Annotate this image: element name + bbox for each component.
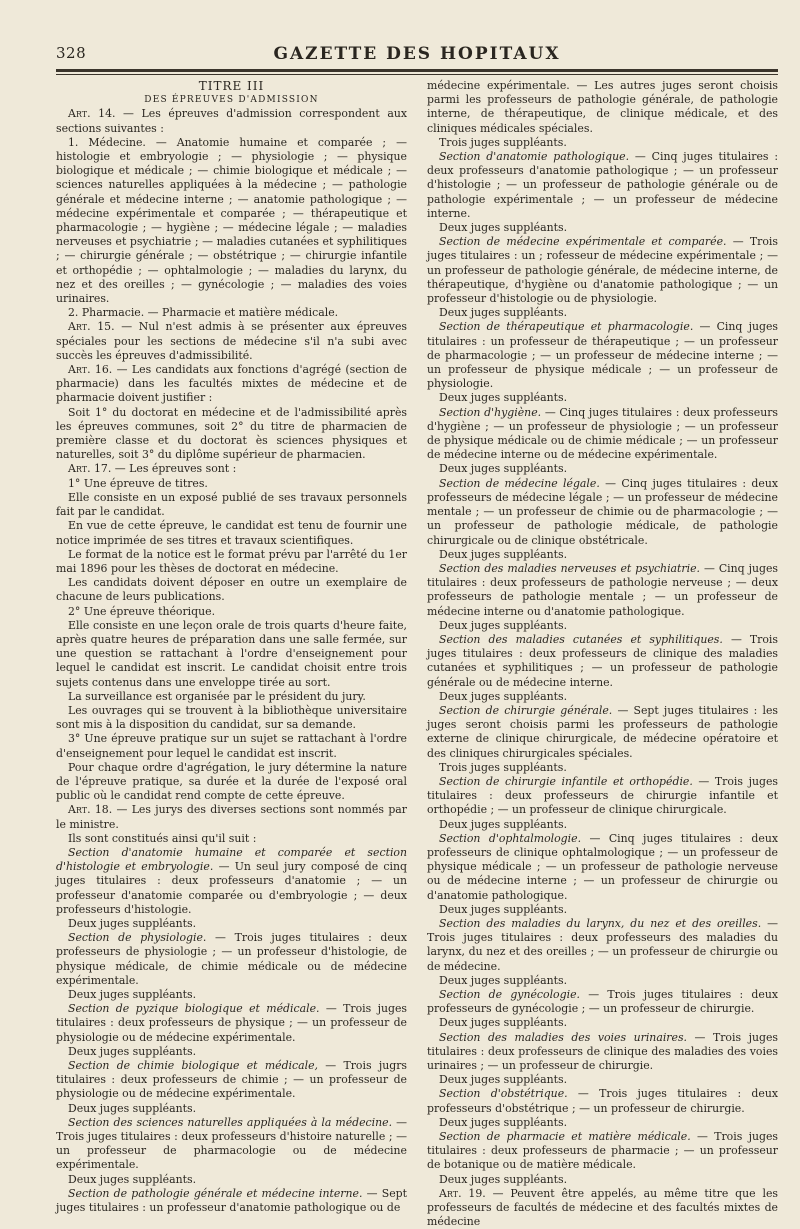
paragraph: Deux juges suppléants. <box>68 1101 197 1115</box>
paragraph: Deux juges suppléants. <box>68 1044 197 1058</box>
paragraph: Section de thérapeutique et pharmacologie. — Cinq juges titulaires : un professeur de thérapeutique ; — un professeur de pharmacologie ; — un professeur de médecine interne ; — un professeur de physique médicale ; — un professeur de physiologie. <box>427 320 778 391</box>
journal-title: GAZETTE DES HOPITAUX <box>273 44 561 64</box>
paragraph: Ils sont constitués ainsi qu'il suit : <box>68 831 257 845</box>
paragraph: Art. 19. — Peuvent être appelés, au même titre que les professeurs de facultés de médecine et des facultés mixtes de médecine <box>427 1186 778 1229</box>
paragraph: Deux juges suppléants. <box>439 618 568 632</box>
paragraph: Section de physiologie. — Trois juges titulaires : deux professeurs de physiologie ; — un professeur d'histologie, de physique médicale, de chimie médicale ou de médecine expérimentale. <box>56 931 407 987</box>
paragraph: Deux juges suppléants. <box>439 689 568 703</box>
paragraph: Section de pyzique biologique et médicale. — Trois juges titulaires : deux professeurs de physique ; — un professeur de physiologie ou de médecine expérimentale. <box>56 1002 407 1044</box>
paragraph: La surveillance est organisée par le président du jury. <box>68 689 366 703</box>
paragraph: Art. 18. — Les jurys des diverses sections sont nommés par le ministre. <box>56 803 408 831</box>
paragraph: Section de médecine légale. — Cinq juges titulaires : deux professeurs de médecine légale ; — un professeur de médecine mentale ; — un professeur de chimie ou de pharmacologie ; — un professeur de pathologie médicale, de pathologie chirurgicale ou de clinique obstétricale. <box>427 476 778 547</box>
paragraph: Les ouvrages qui se trouvent à la bibliothèque universitaire sont mis à la disposition du candidat, sur sa demande. <box>56 703 407 732</box>
left-column <box>56 79 407 1229</box>
paragraph: Section des maladies cutanées et syphilitiques. — Trois juges titulaires : deux professeurs de clinique des maladies cutanées et syphilitiques ; — un professeur de pathologie générale ou de médecine interne. <box>427 632 778 689</box>
right-column <box>427 79 778 1229</box>
section-subtitle: DES ÉPREUVES D'ADMISSION <box>144 95 319 106</box>
paragraph: Section d'ophtalmologie. — Cinq juges titulaires : deux professeurs de clinique ophtalmologique ; — un professeur de physique médicale ; — un professeur de pathologie nerveuse ou de médecine interne ; — un professeur de chirurgie ou d'anatomie pathologique. <box>427 831 778 902</box>
paragraph: En vue de cette épreuve, le candidat est tenu de fournir une notice imprimée de ses titres et travaux scientifiques. <box>56 519 407 547</box>
paragraph: Deux juges suppléants. <box>439 973 568 987</box>
header-rule-thick <box>56 69 778 72</box>
paragraph: Trois juges suppléants. <box>439 135 567 149</box>
paragraph: Deux juges suppléants. <box>439 1073 568 1087</box>
paragraph: Section de chimie biologique et médicale, — Trois jugrs titulaires : deux professeurs de chimie ; — un professeur de physiologie ou de médecine expérimentale. <box>56 1059 407 1101</box>
paragraph: Deux juges suppléants. <box>439 902 568 916</box>
paragraph: Section d'obstétrique. — Trois juges titulaires : deux professeurs d'obstétrique ; — un professeur de chirurgie. <box>427 1087 778 1115</box>
paragraph: Section de pathologie générale et médecine interne. — Sept juges titulaires : un professeur d'anatomie pathologique ou de <box>56 1186 407 1215</box>
paragraph: Section des sciences naturelles appliquées à la médecine. — Trois juges titulaires : deux professeurs d'histoire naturelle ; — un professeur de pharmacologie ou de médecine expérimentale. <box>56 1115 407 1172</box>
paragraph: Section de gynécologie. — Trois juges titulaires : deux professeurs de gynécologie ; — un professeur de chirurgie. <box>427 988 778 1016</box>
paragraph: Art. 15. — Nul n'est admis à se présenter aux épreuves spéciales pour les sections de médecine s'il n'a subi avec succès les épreuves d'admissibilité. <box>56 320 407 362</box>
paragraph: Elle consiste en une leçon orale de trois quarts d'heure faite, après quatre heures de préparation dans une salle fermée, sur une question se rattachant à l'ordre d'enseignement pour lequel le candidat est inscrit. Le candidat choisit entre trois sujets contenus dans une enveloppe tirée au sort. <box>56 618 407 689</box>
paragraph: Le format de la notice est le format prévu par l'arrêté du 1er mai 1896 pour les thèses de doctorat en médecine. <box>56 547 407 575</box>
paragraph: Deux juges suppléants. <box>439 221 568 235</box>
paragraph: Section de médecine expérimentale et comparée. — Trois juges titulaires : un ; rofesseur de médecine expérimentale ; — un professeur de pathologie générale, de médecine interne, de thérapeutique, d'hygiène ou d'anatomie pathologique ; — un professeur d'histologie ou de physiologie. <box>427 235 778 306</box>
paragraph: Section de chirurgie générale. — Sept juges titulaires : les juges seront choisis parmi les professeurs de pathologie externe de clinique chirurgicale, de médecine opératoire et des cliniques chirurgicales spéciales. <box>427 703 778 760</box>
paragraph: Section des maladies nerveuses et psychiatrie. — Cinq juges titulaires : deux professeurs de pathologie nerveuse ; — deux professeurs de pathologie mentale ; — un professeur de médecine interne ou d'anatomie pathologique. <box>427 561 778 618</box>
paragraph: Pour chaque ordre d'agrégation, le jury détermine la nature de l'épreuve pratique, sa durée et la durée de l'exposé oral public où le candidat rend compte de cette épreuve. <box>56 760 407 803</box>
paragraph: Section des maladies des voies urinaires. — Trois juges titulaires : deux professeurs de clinique des maladies des voies urinaires ; — un professeur de chirurgie. <box>427 1030 778 1073</box>
paragraph: Art. 16. — Les candidats aux fonctions d'agrégé (section de pharmacie) dans les facultés mixtes de médecine et de pharmacie doivent justifier : <box>56 363 408 405</box>
text-columns <box>56 79 778 1229</box>
paragraph: 1° Une épreuve de titres. <box>68 476 208 490</box>
paragraph: Deux juges suppléants. <box>68 1172 197 1186</box>
paragraph: Les candidats doivent déposer en outre un exemplaire de chacune de leurs publications. <box>56 576 407 604</box>
section-title: TITRE III <box>198 79 265 93</box>
page-header <box>56 40 778 64</box>
paragraph: Section d'hygiène. — Cinq juges titulaires : deux professeurs d'hygiène ; — un professeur de physiologie ; — un professeur de physique médicale ou de chimie médicale ; — un professeur de médecine interne ou de médecine expérimentale. <box>427 405 778 462</box>
paragraph: Deux juges suppléants. <box>68 988 197 1001</box>
paragraph: Deux juges suppléants. <box>439 1172 568 1186</box>
paragraph: Deux juges suppléants. <box>439 547 568 561</box>
paragraph: Section d'anatomie humaine et comparée et section d'histologie et embryologie. — Un seul jury composé de cinq juges titulaires : deux professeurs d'anatomie ; — un professeur d'anatomie comparée ou d'embryologie ; — deux professeurs d'histologie. <box>56 845 407 916</box>
paragraph: Soit 1° du doctorat en médecine et de l'admissibilité après les épreuves communes, soit 2° du titre de pharmacien de première classe et du doctorat ès sciences physiques et naturelles, soit 3° du diplôme supérieur de pharmacien. <box>56 405 407 462</box>
page-number: 328 <box>56 44 87 62</box>
paragraph: médecine expérimentale. — Les autres juges seront choisis parmi les professeurs de pathologie générale, de pathologie interne, de thérapeutique, de clinique médicale, et des cliniques médicales spéciales. <box>427 79 778 135</box>
paragraph: Trois juges suppléants. <box>439 760 567 774</box>
header-rule-thin <box>56 74 778 75</box>
paragraph: Deux juges suppléants. <box>439 1016 568 1030</box>
paragraph: Deux juges suppléants. <box>439 391 568 405</box>
paragraph: Section de pharmacie et matière médicale. — Trois juges titulaires : deux professeurs de pharmacie ; — un professeur de botanique ou de matière médicale. <box>427 1130 778 1172</box>
paragraph: Deux juges suppléants. <box>439 1115 568 1129</box>
paragraph: 2. Pharmacie. — Pharmacie et matière médicale. <box>68 306 339 320</box>
paragraph: Deux juges suppléants. <box>439 817 568 831</box>
paragraph: Deux juges suppléants. <box>439 306 568 320</box>
paragraph: Section des maladies du larynx, du nez et des oreilles. — Trois juges titulaires : deux professeurs des maladies du larynx, du nez et des oreilles ; — un professeur de chirurgie ou de médecine. <box>427 916 779 973</box>
paragraph: 3° Une épreuve pratique sur un sujet se rattachant à l'ordre d'enseignement pour lequel le candidat est inscrit. <box>56 732 407 760</box>
paragraph: Art. 14. — Les épreuves d'admission correspondent aux sections suivantes : <box>56 107 407 135</box>
paragraph: Deux juges suppléants. <box>439 462 568 476</box>
paragraph: Section de chirurgie infantile et orthopédie. — Trois juges titulaires : deux professeurs de chirurgie infantile et orthopédie ; — un professeur de clinique chirurgicale. <box>427 774 778 817</box>
paragraph: 2° Une épreuve théorique. <box>68 604 216 618</box>
paragraph: Art. 17. — Les épreuves sont : <box>68 462 237 476</box>
paragraph: Elle consiste en un exposé publié de ses travaux personnels fait par le candidat. <box>56 490 407 519</box>
paragraph: 1. Médecine. — Anatomie humaine et comparée ; — histologie et embryologie ; — physiologie ; — physique biologique et médicale ; — chimie biologique et médicale ; — sciences naturelles appliquées à la médecine ; — pathologie générale et médecine interne ; — anatomie pathologique ; — médecine expérimentale et comparée ; — thérapeutique et pharmacologie ; — hygiène ; — médecine légale ; — maladies nerveuses et psychiatrie ; — maladies cutanées et syphilitiques ; — chirurgie générale ; — obstétrique ; — chirurgie infantile et orthopédie ; — ophtalmologie ; — maladies du larynx, du nez et des oreilles ; — gynécologie ; — maladies des voies urinaires. <box>56 135 407 306</box>
paragraph: Deux juges suppléants. <box>68 916 197 930</box>
paragraph: Section d'anatomie pathologique. — Cinq juges titulaires : deux professeurs d'anatomie pathologique ; — un professeur d'histologie ; — un professeur de pathologie générale ou de pathologie expérimentale ; — un professeur de médecine interne. <box>427 150 778 220</box>
